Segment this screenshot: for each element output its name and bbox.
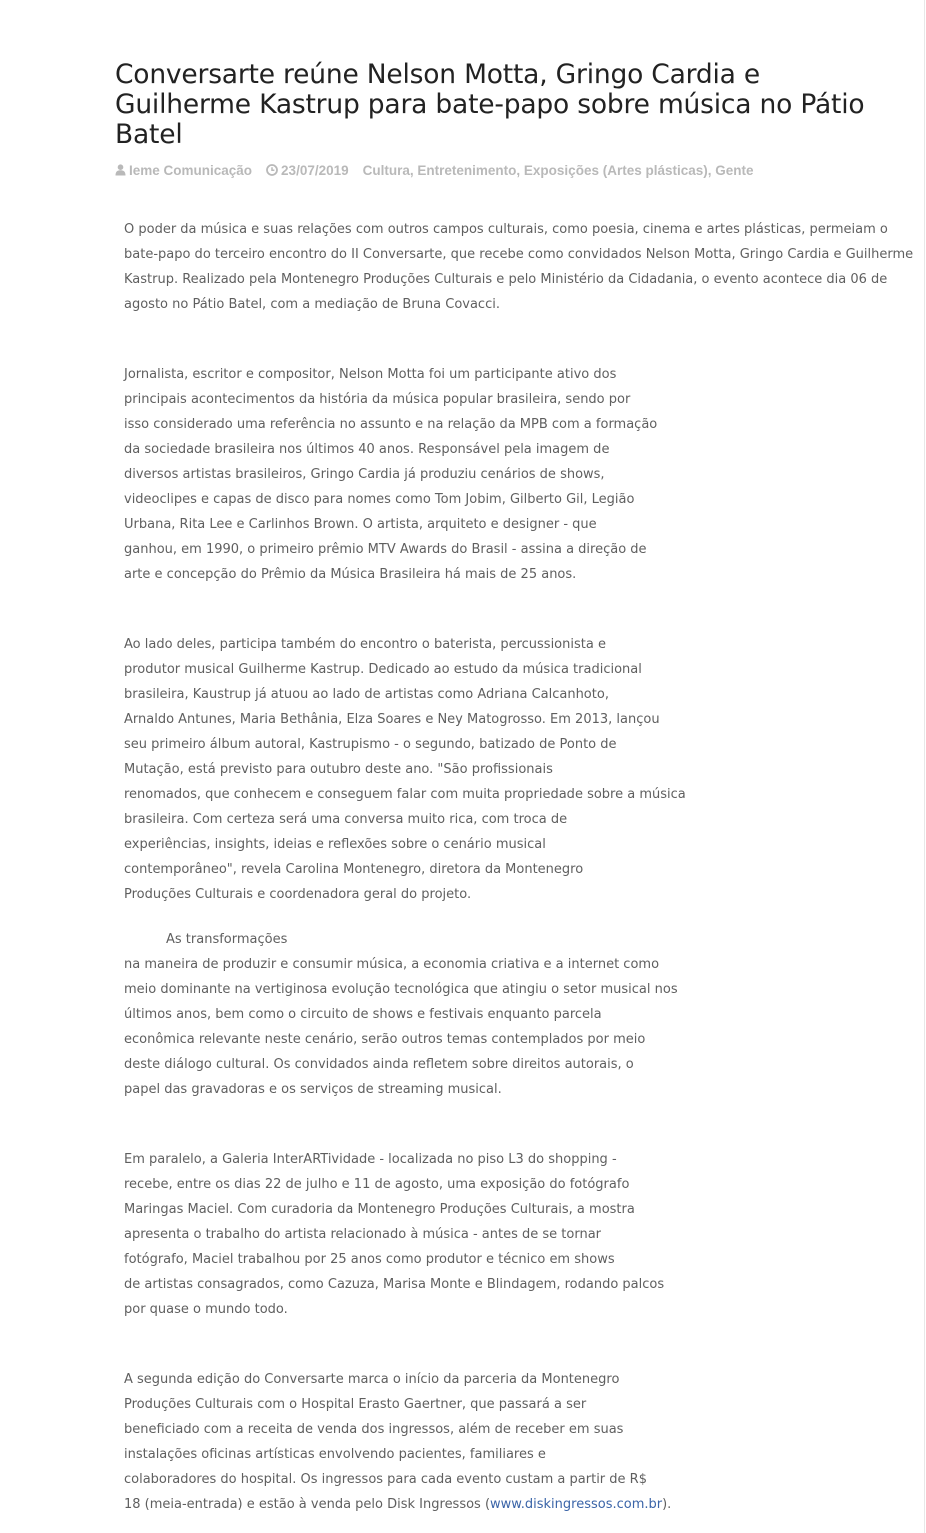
- text-line: instalações oficinas artísticas envolvendo pacientes, familiares e: [124, 1447, 546, 1462]
- category-separator: ,: [707, 162, 716, 178]
- paragraph-spacer: [124, 587, 913, 632]
- page-border-rule: [924, 0, 925, 1533]
- text-line: diversos artistas brasileiros, Gringo Cardia já produziu cenários de shows,: [124, 467, 605, 482]
- text-line: deste diálogo cultural. Os convidados ainda refletem sobre direitos autorais, o: [124, 1057, 634, 1072]
- article-meta: [115, 160, 754, 180]
- text-line: Urbana, Rita Lee e Carlinhos Brown. O artista, arquiteto e designer - que: [124, 517, 597, 532]
- paragraph-spacer: [124, 1322, 913, 1367]
- text-line: colaboradores do hospital. Os ingressos para cada evento custam a partir de R$: [124, 1472, 647, 1487]
- text-line: últimos anos, bem como o circuito de shows e festivais enquanto parcela: [124, 1007, 602, 1022]
- article-body: [124, 217, 913, 1517]
- text-line: brasileira. Com certeza será uma conversa muito rica, com troca de: [124, 812, 568, 827]
- text-line: bate-papo do terceiro encontro do II Conversarte, que recebe como convidados Nelson Motta, Gringo Cardia e Guilherme: [124, 247, 914, 262]
- category-link-gente[interactable]: Gente: [715, 162, 754, 178]
- paragraph-spacer: [124, 1102, 913, 1147]
- text-line: Produções Culturais e coordenadora geral do projeto.: [124, 887, 472, 902]
- category-list: [363, 163, 754, 178]
- category-separator: ,: [409, 162, 418, 178]
- text-line: produtor musical Guilherme Kastrup. Dedicado ao estudo da música tradicional: [124, 662, 642, 677]
- text-line: econômica relevante neste cenário, serão outros temas contemplados por meio: [124, 1032, 646, 1047]
- post-date: 23/07/2019: [281, 162, 349, 178]
- text-line-indented: As transformações: [166, 932, 288, 947]
- text-line: beneficiado com a receita de venda dos ingressos, além de receber em suas: [124, 1422, 624, 1437]
- text-line-with-link: [124, 1492, 913, 1517]
- text-line: renomados, que conhecem e conseguem falar com muita propriedade sobre a música: [124, 787, 686, 802]
- text-line: Mutação, está previsto para outubro deste ano. "São profissionais: [124, 762, 553, 777]
- category-separator: ,: [516, 162, 524, 178]
- category-link-exposicoes[interactable]: Exposições (Artes plásticas): [523, 162, 708, 178]
- text-line: contemporâneo", revela Carolina Montenegro, diretora da Montenegro: [124, 862, 584, 877]
- paragraph-intro: [124, 217, 913, 317]
- text-segment: 18 (meia-entrada) e estão à venda pelo Disk Ingressos (: [124, 1497, 491, 1512]
- text-line: de artistas consagrados, como Cazuza, Marisa Monte e Blindagem, rodando palcos: [124, 1277, 665, 1292]
- text-line: da sociedade brasileira nos últimos 40 anos. Responsável pela imagem de: [124, 442, 610, 457]
- user-icon: [115, 164, 126, 176]
- category-link-cultura[interactable]: Cultura: [362, 162, 410, 178]
- text-line: Kastrup. Realizado pela Montenegro Produções Culturais e pelo Ministério da Cidadania, o evento acontece dia 06 de: [124, 272, 888, 287]
- author-link[interactable]: Ieme Comunicação: [129, 162, 253, 178]
- paragraph-galeria: [124, 1147, 913, 1322]
- text-line: brasileira, Kaustrup já atuou ao lado de artistas como Adriana Calcanhoto,: [124, 687, 609, 702]
- text-line: Produções Culturais com o Hospital Erasto Gaertner, que passará a ser: [124, 1397, 587, 1412]
- article-title: Conversarte reúne Nelson Motta, Gringo Cardia e Guilherme Kastrup para bate-papo sobre música no Pátio Batel: [115, 59, 865, 150]
- text-line: videoclipes e capas de disco para nomes como Tom Jobim, Gilberto Gil, Legião: [124, 492, 635, 507]
- text-line: Arnaldo Antunes, Maria Bethânia, Elza Soares e Ney Matogrosso. Em 2013, lançou: [124, 712, 660, 727]
- text-line: na maneira de produzir e consumir música, a economia criativa e a internet como: [124, 957, 660, 972]
- paragraph-kastrup: [124, 632, 913, 907]
- text-line: Jornalista, escritor e compositor, Nelson Motta foi um participante ativo dos: [124, 367, 617, 382]
- text-line: O poder da música e suas relações com outros campos culturais, como poesia, cinema e artes plásticas, permeiam o: [124, 222, 888, 237]
- paragraph-spacer: [124, 317, 913, 362]
- clock-icon: [266, 164, 278, 176]
- paragraph-transformacoes: [124, 927, 913, 1102]
- text-line: por quase o mundo todo.: [124, 1302, 288, 1317]
- text-line: meio dominante na vertiginosa evolução tecnológica que atingiu o setor musical nos: [124, 982, 678, 997]
- text-line: seu primeiro álbum autoral, Kastrupismo - o segundo, batizado de Ponto de: [124, 737, 617, 752]
- text-segment: ).: [662, 1497, 672, 1512]
- text-line: ganhou, em 1990, o primeiro prêmio MTV Awards do Brasil - assina a direção de: [124, 542, 647, 557]
- disk-ingressos-link[interactable]: www.diskingressos.com.br: [490, 1497, 663, 1512]
- text-line: experiências, insights, ideias e reflexões sobre o cenário musical: [124, 837, 546, 852]
- paragraph-spacer: [124, 907, 913, 927]
- text-line: papel das gravadoras e os serviços de streaming musical.: [124, 1082, 502, 1097]
- text-line: recebe, entre os dias 22 de julho e 11 de agosto, uma exposição do fotógrafo: [124, 1177, 630, 1192]
- text-line: agosto no Pátio Batel, com a mediação de Bruna Covacci.: [124, 297, 500, 312]
- text-line: Ao lado deles, participa também do encontro o baterista, percussionista e: [124, 637, 606, 652]
- category-link-entretenimento[interactable]: Entretenimento: [417, 162, 517, 178]
- text-line: fotógrafo, Maciel trabalhou por 25 anos como produtor e técnico em shows: [124, 1252, 615, 1267]
- text-line: principais acontecimentos da história da música popular brasileira, sendo por: [124, 392, 631, 407]
- paragraph-nelson-motta: [124, 362, 913, 587]
- text-line: isso considerado uma referência no assunto e na relação da MPB com a formação: [124, 417, 658, 432]
- text-line: Maringas Maciel. Com curadoria da Montenegro Produções Culturais, a mostra: [124, 1202, 635, 1217]
- text-line: A segunda edição do Conversarte marca o início da parceria da Montenegro: [124, 1372, 620, 1387]
- paragraph-hospital: [124, 1367, 913, 1517]
- text-line: apresenta o trabalho do artista relacionado à música - antes de se tornar: [124, 1227, 602, 1242]
- text-line: arte e concepção do Prêmio da Música Brasileira há mais de 25 anos.: [124, 567, 577, 582]
- text-line: Em paralelo, a Galeria InterARTividade - localizada no piso L3 do shopping -: [124, 1152, 617, 1167]
